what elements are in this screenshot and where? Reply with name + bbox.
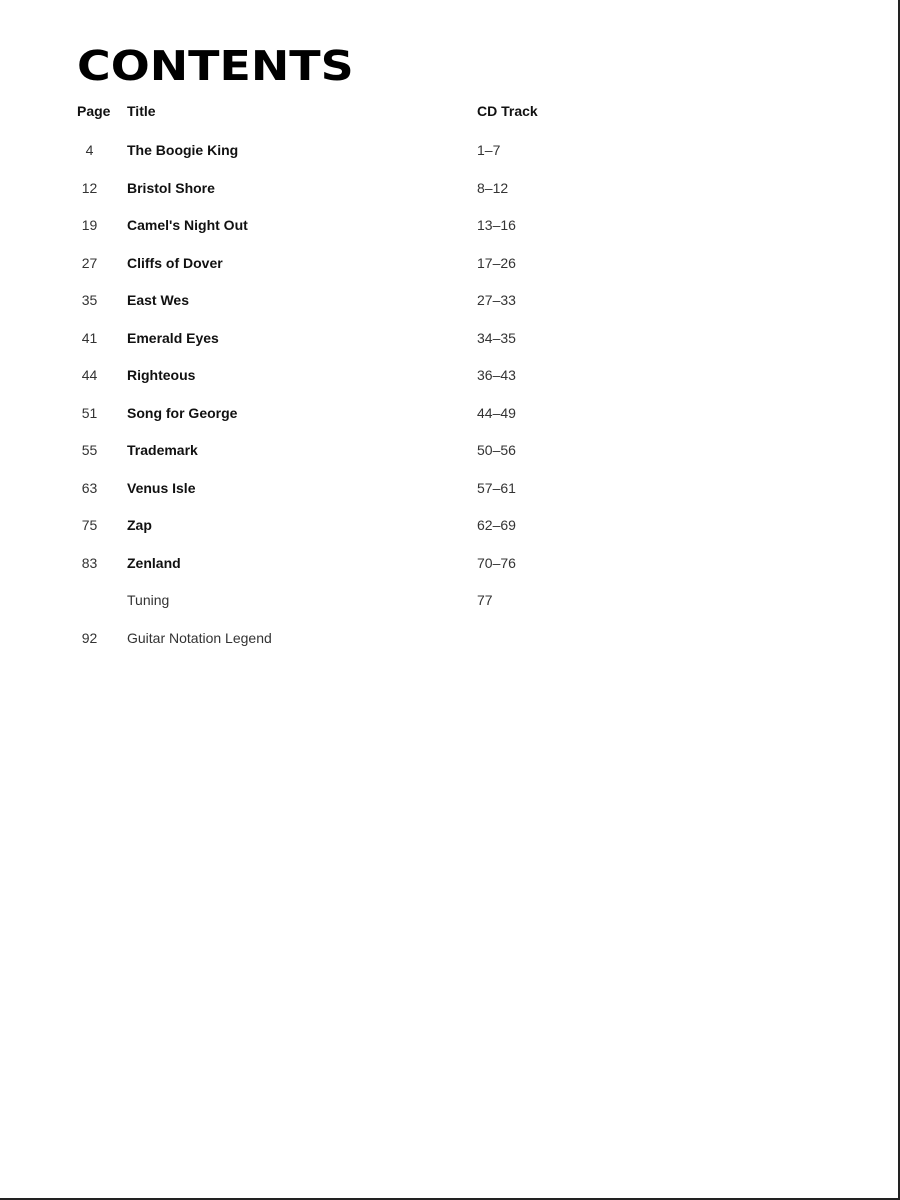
page-number: 41 — [81, 329, 98, 346]
song-title: Righteous — [127, 367, 196, 383]
contents-row — [0, 553, 900, 591]
contents-row — [0, 140, 900, 178]
page-number: 12 — [81, 179, 98, 196]
contents-row — [0, 253, 900, 291]
song-title: Emerald Eyes — [127, 329, 219, 346]
contents-row — [0, 478, 900, 516]
page-number: 35 — [81, 292, 98, 308]
cd-track-range: 36–43 — [477, 367, 516, 383]
song-title: Zap — [127, 517, 152, 533]
column-header-title: Title — [127, 103, 156, 119]
page-number: 75 — [81, 517, 98, 533]
song-title: The Boogie King — [127, 142, 239, 158]
cd-track-range: 13–16 — [477, 217, 516, 233]
contents-row — [0, 290, 900, 328]
column-header-cd-track: CD Track — [477, 103, 538, 119]
contents-row — [0, 515, 900, 553]
page-number: 63 — [81, 479, 98, 496]
cd-track-range: 34–35 — [477, 329, 516, 346]
cd-track-range: 57–61 — [477, 479, 516, 496]
page-number: 44 — [81, 367, 98, 383]
cd-track-range: 17–26 — [477, 254, 516, 271]
page-number: 55 — [81, 442, 98, 458]
song-title: Trademark — [127, 442, 198, 458]
cd-track-range: 62–69 — [477, 517, 516, 533]
contents-row — [0, 590, 900, 628]
cd-track-range: 44–49 — [477, 404, 516, 421]
contents-row — [0, 628, 900, 666]
contents-row — [0, 328, 900, 366]
contents-row — [0, 178, 900, 216]
contents-row — [0, 403, 900, 441]
song-title: Venus Isle — [127, 479, 196, 496]
contents-row — [0, 440, 900, 478]
section-title: Tuning — [127, 592, 170, 608]
page-number: 4 — [85, 142, 94, 158]
column-header-page: Page — [77, 103, 111, 119]
page-number: 51 — [81, 404, 98, 421]
page-title: CONTENTS — [77, 42, 354, 90]
cd-track-range: 8–12 — [477, 179, 509, 196]
song-title: Cliffs of Dover — [127, 254, 223, 271]
song-title: Song for George — [127, 404, 238, 421]
cd-track-range: 70–76 — [477, 554, 516, 571]
table-header — [0, 103, 900, 123]
page-number: 83 — [81, 554, 98, 571]
cd-track-range: 50–56 — [477, 442, 516, 458]
song-title: Zenland — [127, 554, 181, 571]
contents-list — [0, 140, 900, 665]
page-number: 92 — [81, 629, 98, 646]
song-title: Camel's Night Out — [127, 217, 248, 233]
cd-track-range: 27–33 — [477, 292, 516, 308]
page-number: 19 — [81, 217, 98, 233]
contents-row — [0, 215, 900, 253]
contents-row — [0, 365, 900, 403]
cd-track-range: 1–7 — [477, 142, 501, 158]
section-title: Guitar Notation Legend — [127, 629, 272, 646]
song-title: Bristol Shore — [127, 179, 215, 196]
page-number: 27 — [81, 254, 98, 271]
cd-track-range: 77 — [477, 592, 493, 608]
song-title: East Wes — [127, 292, 189, 308]
